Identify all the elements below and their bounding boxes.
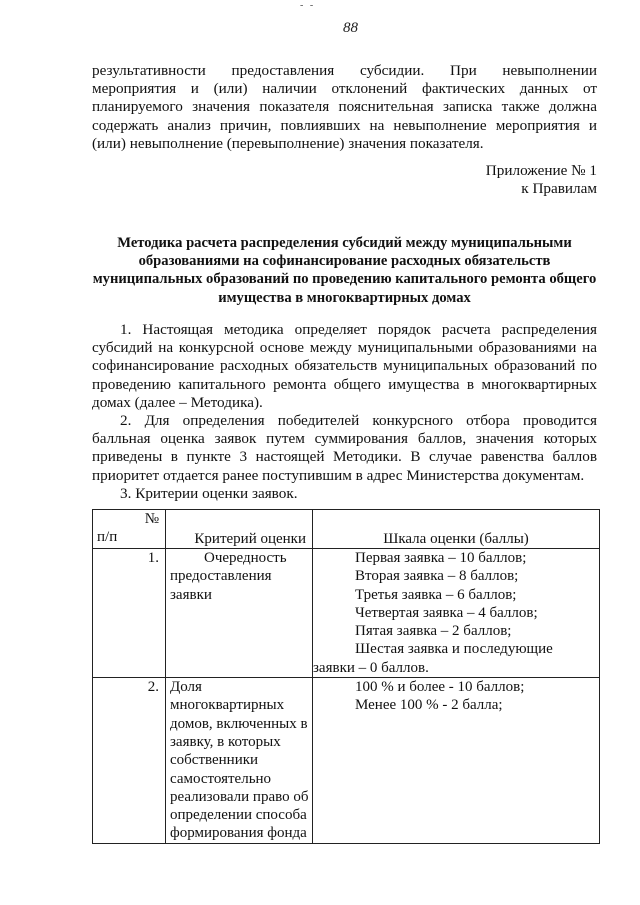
criterion-line: формирования фонда (170, 825, 307, 842)
page-number: 88 (343, 20, 358, 36)
scale-line: Четвертая заявка – 4 баллов; (355, 604, 538, 621)
methodology-body (92, 321, 597, 503)
scale-line: Вторая заявка – 8 баллов; (355, 568, 519, 585)
criterion-line: самостоятельно (170, 770, 272, 787)
paragraph-3: 3. Критерии оценки заявок. (120, 484, 298, 502)
scale-line: Менее 100 % - 2 балла; (355, 697, 503, 714)
criterion-line: определении способа (170, 807, 307, 824)
appendix-line-1: Приложение № 1 (485, 162, 597, 179)
scale-line: Первая заявка – 10 баллов; (355, 550, 527, 566)
top-mark: - - (300, 0, 316, 11)
criterion-line: Очередность (204, 550, 287, 566)
criterion-line: предоставления заявки (170, 568, 272, 603)
row-number: 2. (93, 678, 166, 844)
table-header-row (93, 510, 600, 549)
row-scale (313, 549, 600, 678)
header-scale (313, 510, 600, 549)
header-criterion (166, 510, 313, 549)
criterion-line: Доля многоквартирных (170, 679, 285, 714)
header-number-sign: № (144, 511, 159, 527)
scale-line: Третья заявка – 6 баллов; (355, 586, 517, 603)
appendix-line-2: к Правилам (521, 180, 597, 197)
document-title: Методика расчета распределения субсидий между муниципальными образованиями на софинансирование расходных обязательств муниципальных образований по проведению капитального ремонта общего имущества в многоквартирных домах (92, 235, 597, 306)
header-scale-label: Шкала оценки (баллы) (383, 530, 529, 547)
scale-line: Шестая заявка и последующие (355, 641, 553, 658)
table-row (93, 549, 600, 678)
table-row (93, 678, 600, 844)
criterion-line: реализовали право об (170, 788, 309, 805)
header-criterion-label: Критерий оценки (194, 530, 306, 547)
row-criterion (166, 678, 313, 844)
row-number: 1. (93, 549, 166, 678)
criterion-line: домов, включенных в (170, 715, 308, 732)
header-number (93, 510, 166, 549)
row-scale (313, 678, 600, 844)
scale-line: заявки – 0 баллов. (313, 659, 429, 676)
header-number-pp: п/п (97, 529, 118, 546)
appendix-label (486, 162, 597, 198)
paragraph-2: 2. Для определения победителей конкурсного отбора проводится балльная оценка заявок путем суммирования баллов, значения которых приведены в пункте 3 настоящей Методики. В случае равенства баллов приоритет отдается ранее поступившим в адрес Министерства документам. (92, 412, 597, 484)
criteria-table (92, 509, 600, 844)
intro-paragraph: результативности предоставления субсидии. При невыполнении мероприятия и (или) наличии отклонений фактических данных от планируемого значения показателя пояснительная записка также должна содержать анализ причин, повлиявших на невыполнение мероприятия и (или) невыполнение (перевыполнение) значения показателя. (92, 62, 597, 152)
paragraph-1: 1. Настоящая методика определяет порядок расчета распределения субсидий на конкурсной основе между муниципальными образованиями на софинансирование расходных обязательств муниципальных образований по проведению капитального ремонта общего имущества в многоквартирных домах (далее – Методика). (92, 321, 597, 411)
scale-line: Пятая заявка – 2 баллов; (355, 623, 512, 640)
row-criterion (166, 549, 313, 678)
scale-line: 100 % и более - 10 баллов; (355, 679, 525, 696)
criterion-line: собственники (170, 752, 259, 769)
criterion-line: заявку, в которых (170, 733, 281, 750)
